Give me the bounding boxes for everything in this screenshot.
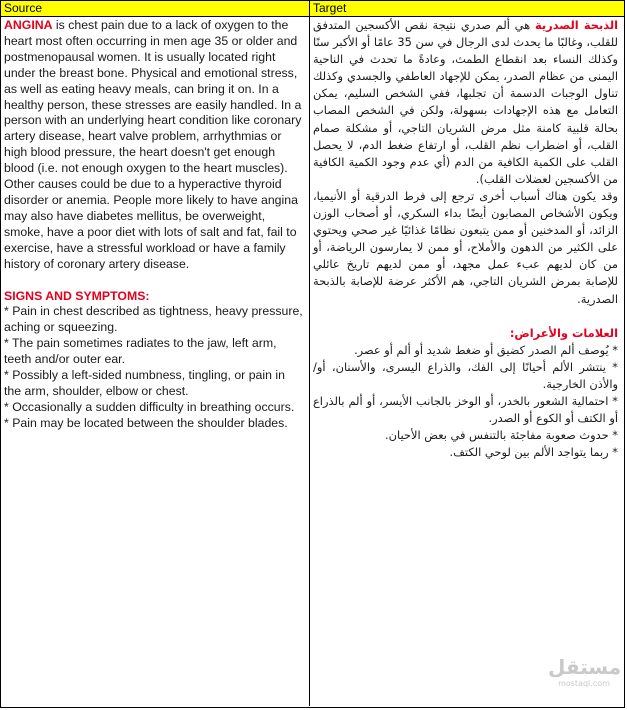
target-column-header: Target [310,1,624,17]
target-symptom-item: * احتمالية الشعور بالخدر، أو الوخز بالجانب الأيسر، أو ألم بالذراع أو الكتف أو الكوع أو الصدر. [313,393,618,426]
target-column [313,17,618,461]
source-intro-paragraph [4,18,304,273]
target-intro-paragraph-2: وقد يكون هناك أسباب أخرى ترجع إلى فرط الدرقية أو الأنيميا، ويكون الأشخاص المصابون أيضًا بداء السكري، أو أصحاب الوزن الزائد، أو المدخنين أو ممن يتبعون نظامًا غذائيًا غير صحي ويحتوي على الكثير من الدهون والأملاح، أو ممن لا يمارسون الرياضة، أو من كان لديهم عبء عمل مجهد، أو ممن لديهم تاريخ عائلي للإصابة بمرض الشريان التاجي، هم الأكثر عرضة للإصابة بالذبحة الصدرية. [313,188,618,306]
target-symptom-item: * ينتشر الألم أحيانًا إلى الفك، والذراع اليسرى، والأسنان، أو/ والأذن الخارجية. [313,359,618,391]
source-intro-term: ANGINA [4,18,53,32]
source-signs-heading: SIGNS AND SYMPTOMS: [4,288,150,303]
source-symptom-item: * The pain sometimes radiates to the jaw, left arm, teeth and/or outer ear. [4,336,277,367]
target-signs-heading: العلامات والأعراض: [509,325,618,340]
source-symptom-item: * Pain may be located between the shoulder blades. [4,415,288,430]
column-divider [309,0,310,706]
source-column-header: Source [1,1,310,17]
target-intro-term: الذبحة الصدرية [534,18,618,32]
target-intro-text: هي ألم صدري نتيجة نقص الأكسجين المتدفق للقلب، وغالبًا ما يحدث لدى الرجال في سن 35 عامًا أو الأكبر سنًا وكذلك النساء بعد انقطاع الطمث، وعادةً ما تحدث في الناحية اليمنى من عظام الصدر، يمكن للإجهاد العاطفي والجسدي وكذلك تناول الوجبات الدسمة أن تجلبها، ففي الشخص السليم، يمكن التعامل مع هذه الإجهادات بسهولة، ولكن في الشخص المصاب بحالة قلبية كامنة مثل مرض الشريان التاجي، أو مشكلة صمام القلب، أو اضطراب نظم القلب، أو ارتفاع ضغط الدم، لا يحصل القلب على الكمية الكافية من الدم (أي عدم وجود الكمية الكافية من الأكسجين لعضلات القلب). [313,18,619,186]
target-symptom-item: * ربما يتواجد الألم بين لوحي الكتف. [449,445,618,460]
watermark-logo-text: مستقل [548,655,622,679]
source-symptom-item: * Pain in chest described as tightness, heavy pressure, aching or squeezing. [4,304,303,335]
target-symptom-item: * حدوث صعوبة مفاجئة بالتنفس في بعض الأحيان. [385,428,618,443]
source-symptom-item: * Occasionally a sudden difficulty in breathing occurs. [4,399,295,414]
source-symptom-item: * Possibly a left-sided numbness, tingling, or pain in the arm, shoulder, elbow or chest. [4,368,285,398]
source-intro-text: is chest pain due to a lack of oxygen to the heart most often occurring in men age 35 or older and postmenopausal women. It is usually located right under the breast bone. Physical and emotional stress, as well as eating heavy meals, can bring it on. In a healthy person, these stresses are easily handled. In a person with an underlying heart condition like coronary artery disease, heart valve problem, arrhythmias or high blood pressure, the heart doesn't get enough blood (i.e. not enough oxygen to the heart muscles). Other causes could be due to a hyperactive thyroid disorder or anemia. People more likely to have angina may also have diabetes mellitus, be overweight, smoke, have a poor diet with lots of salt and fat, fail to exercise, have a stressful workload or have a family history of coronary artery disease. [4,18,302,271]
target-symptom-item: * يُوصف ألم الصدر كضيق أو ضغط شديد أو ألم أو عصر. [354,342,618,357]
source-column [4,18,304,432]
watermark-url: mostaql.com [558,679,610,688]
target-intro-paragraph [313,17,618,188]
mostaql-watermark [548,655,620,689]
